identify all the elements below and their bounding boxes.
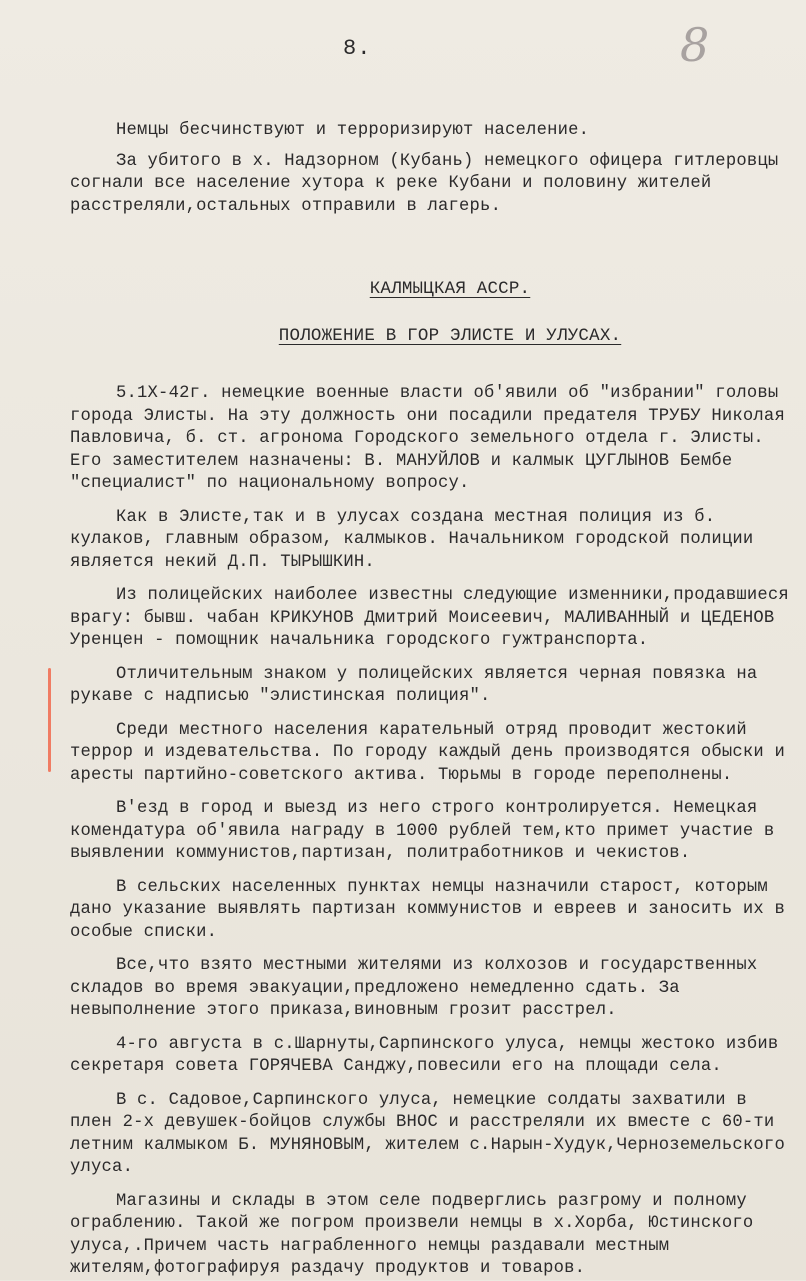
paragraph-8: Все,что взято местными жителями из колхозов и государственных складов во время эвакуации,предложено немедленно сдать. За невыполнение этого приказа,виновным грозит расстрел.	[70, 956, 758, 1020]
intro-paragraph-1: Немцы бесчинствуют и терроризируют население.	[116, 121, 590, 140]
margin-pencil-mark	[48, 668, 51, 772]
intro-paragraph-2: За убитого в х. Надзорном (Кубань) немецкого офицера гитлеровцы согнали все население хутора к реке Кубани и половину жителей расстреляли,остальных отправили в лагерь.	[70, 151, 779, 216]
document-body	[70, 120, 794, 1281]
paragraph-6: В'езд в город и выезд из него строго контролируется. Немецкая комендатура об'явила награду в 1000 рублей тем,кто примет участие в выявлении коммунистов,партизан, политработников и чекистов.	[70, 799, 775, 863]
paragraph-10: В с. Садовое,Сарпинского улуса, немецкие солдаты захватили в плен 2-х девушек-бойцов службы ВНОС и расстреляли их вместе с 60-ти летним калмыком Б. МУНЯНОВЫМ, жителем с.Нарын-Худук,Черноземельского улуса.	[70, 1090, 785, 1177]
paragraph-7: В сельских населенных пунктах немцы назначили старост, которым дано указание выявлять партизан коммунистов и евреев и заносить их в особые списки.	[70, 877, 785, 942]
paragraph-3: Из полицейских наиболее известны следующие изменники,продавшиеся врагу: бывш. чабан КРИКУНОВ Дмитрий Моисеевич, МАЛИВАННЫЙ и ЦЕДЕНОВ Уренцен - помощник начальника городского гужтранспорта.	[70, 586, 789, 650]
section-heading: КАЛМЫЦКАЯ АССР.	[369, 279, 531, 299]
page-number: 8.	[343, 36, 372, 61]
paragraph-4: Отличительным знаком у полицейских является черная повязка на рукаве с надписью "элистинская полиция".	[70, 664, 758, 706]
paragraph-9: 4-го августа в с.Шарнуты,Сарпинского улуса, немцы жестоко избив секретаря совета ГОРЯЧЕВА Санджу,повесили его на площади села.	[70, 1034, 779, 1076]
paragraph-1: 5.1Х-42г. немецкие военные власти об'явили об "избрании" головы города Элисты. На эту должность они посадили предателя ТРУБУ Николая Павловича, б. ст. агронома Городского земельного отдела г. Элисты. Его заместителем назначены: В. МАНУЙЛОВ и калмык ЦУГЛЫНОВ Бембе "специалист" по национальному вопросу.	[70, 384, 785, 493]
paragraph-5: Среди местного населения карательный отряд проводит жестокий террор и издевательства. По городу каждый день производятся обыски и аресты партийно-советского актива. Тюрьмы в городе переполнены.	[70, 720, 785, 785]
paragraph-2: Как в Элисте,так и в улусах создана местная полиция из б. кулаков, главным образом, калмыков. Начальником городской полиции является некий Д.П. ТЫРЫШКИН.	[70, 507, 754, 572]
section-subheading: ПОЛОЖЕНИЕ В ГОР ЭЛИСТЕ И УЛУСАХ.	[278, 325, 622, 346]
paragraph-11: Магазины и склады в этом селе подверглись разгрому и полному ограблению. Такой же погром произвели немцы в х.Хорба, Юстинского улуса,.Причем часть награбленного немцы раздавали местным жителям,фотографируя раздачу продуктов и товаров.	[70, 1191, 754, 1278]
handwritten-page-number: 8	[680, 18, 710, 72]
